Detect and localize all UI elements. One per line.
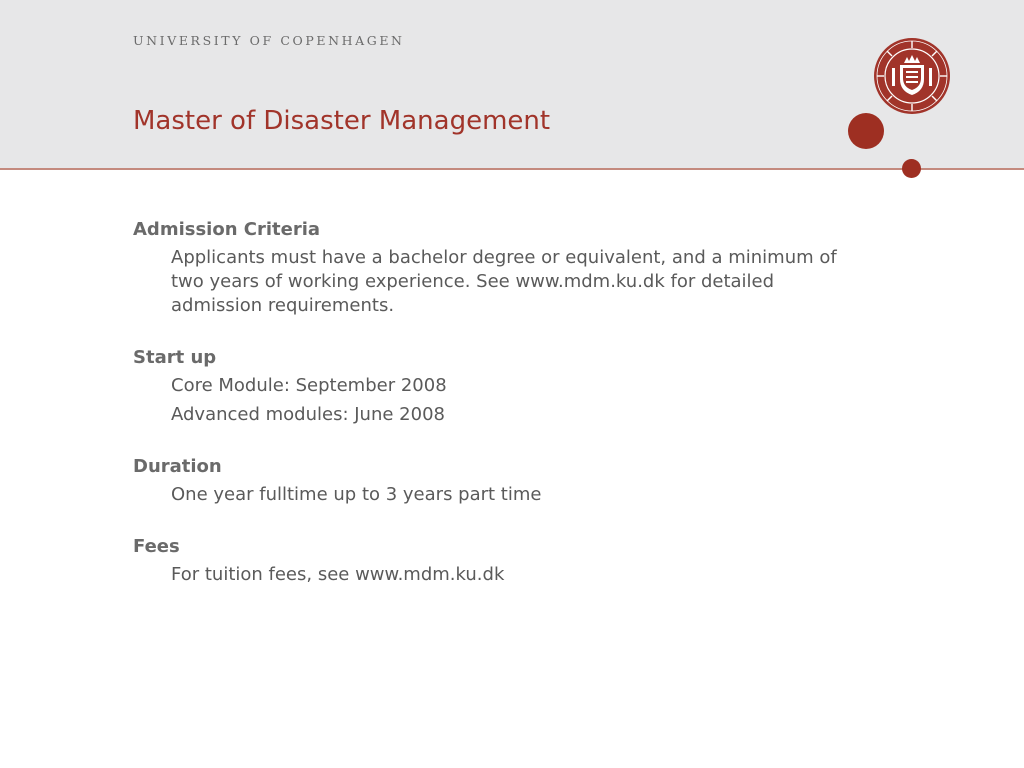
section-heading: Admission Criteria	[133, 219, 321, 240]
section-admission-criteria	[133, 218, 893, 318]
decorative-dot-large	[848, 113, 884, 149]
section-start-up	[133, 346, 893, 427]
university-seal-icon	[873, 37, 951, 115]
slide-body	[133, 218, 893, 615]
section-heading: Duration	[133, 456, 222, 477]
decorative-dot-small	[902, 159, 921, 178]
slide-title: Master of Disaster Management	[133, 106, 551, 136]
university-name: UNIVERSITY OF COPENHAGEN	[133, 33, 405, 48]
section-line: Core Module: September 2008	[171, 375, 447, 396]
section-line: One year fulltime up to 3 years part time	[171, 484, 542, 505]
section-line: Applicants must have a bachelor degree or equivalent, and a minimum of two years of working experience. See www.mdm.ku.dk for detailed admission requirements.	[171, 247, 837, 316]
section-heading: Start up	[133, 347, 217, 368]
section-fees	[133, 535, 893, 587]
header-divider	[0, 168, 1024, 170]
section-duration	[133, 455, 893, 507]
section-line: Advanced modules: June 2008	[171, 404, 445, 425]
section-heading: Fees	[133, 536, 180, 557]
section-line: For tuition fees, see www.mdm.ku.dk	[171, 564, 505, 585]
